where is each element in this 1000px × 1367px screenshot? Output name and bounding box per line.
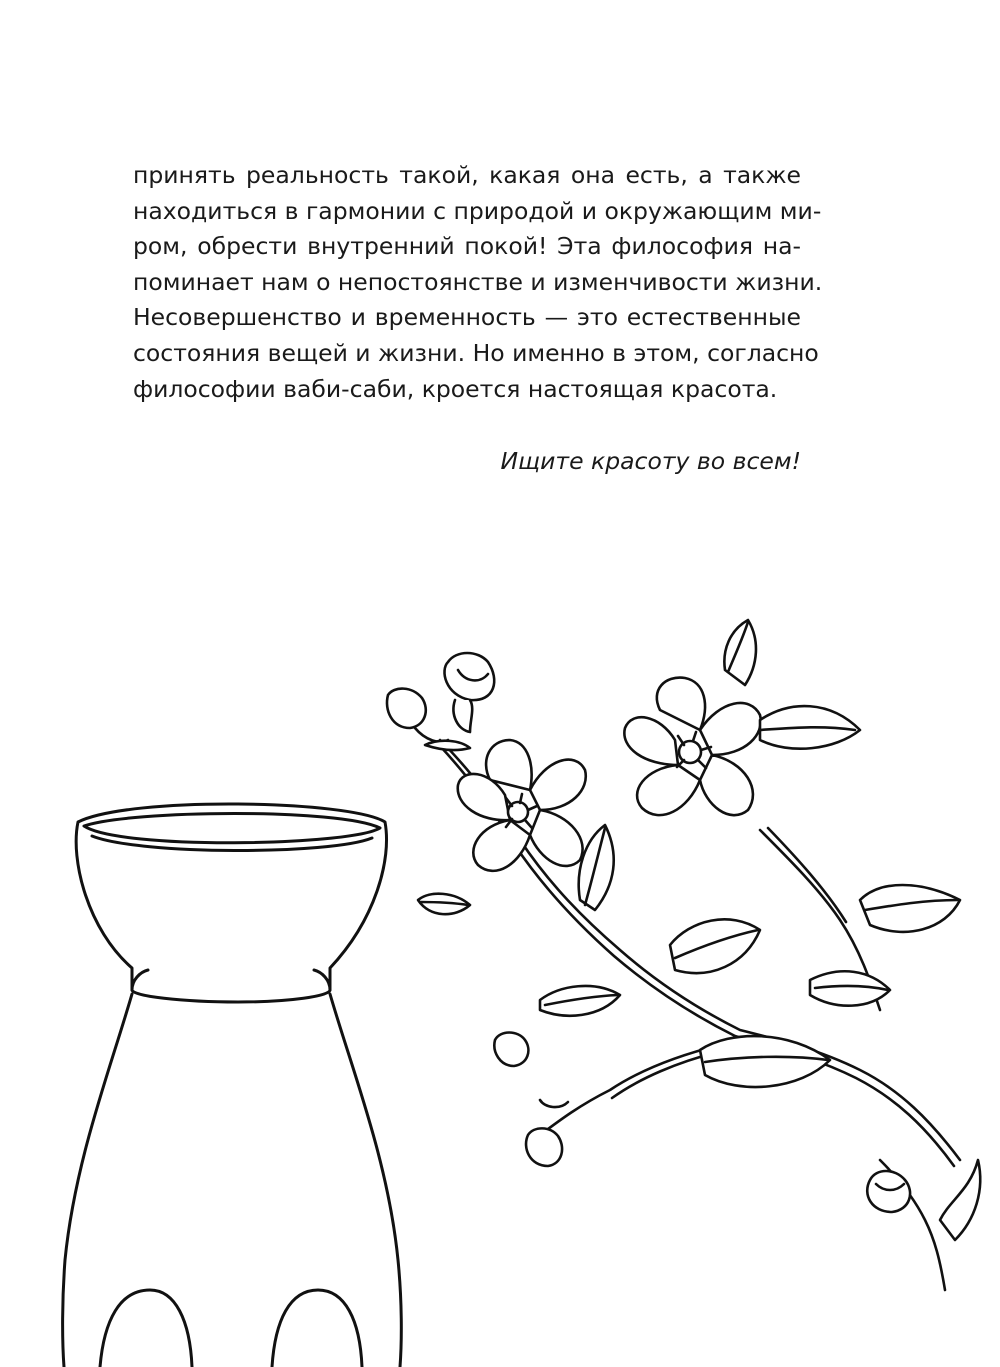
sake-bottle-icon (63, 804, 402, 1367)
text-line: принять реальность такой, какая она есть, а также (133, 161, 801, 189)
text-line: философии ваби-саби, кроется настоящая красота. (133, 374, 778, 403)
closing-line: Ищите красоту во всем! (500, 447, 801, 475)
coloring-illustration (0, 600, 1000, 1367)
text-line: находиться в гармонии с природой и окружающим ми- (133, 196, 822, 225)
text-line: Несовершенство и временность — это естественные (133, 303, 801, 332)
text-line: поминает нам о непостоянстве и изменчивости жизни. (133, 267, 823, 296)
body-paragraph (133, 158, 823, 407)
blossom-branch-icon (387, 620, 980, 1290)
text-line: ром, обрести внутренний покой! Эта философия на- (133, 232, 801, 261)
text-line: состояния вещей и жизни. Но именно в этом, согласно (133, 338, 819, 367)
